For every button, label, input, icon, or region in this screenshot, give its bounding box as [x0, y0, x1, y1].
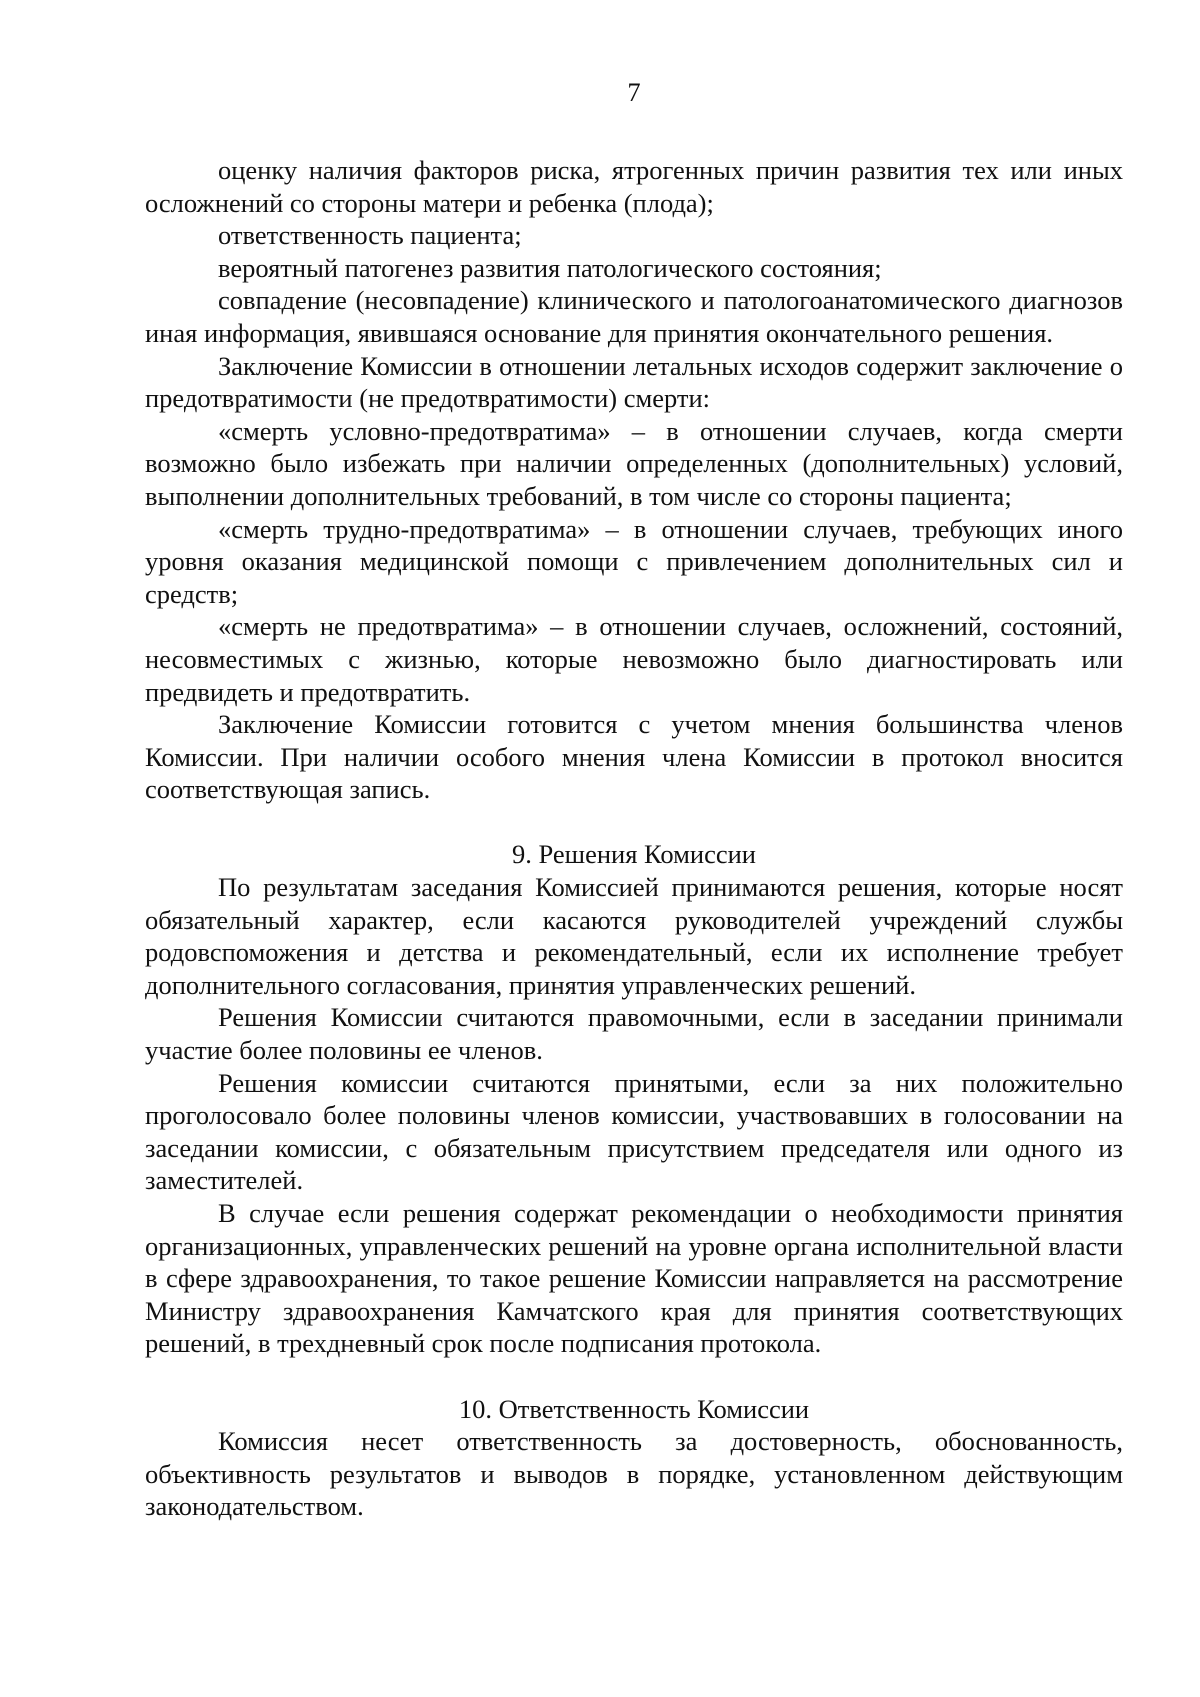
paragraph: совпадение (несовпадение) клинического и патологоанатомического диагнозов иная информация, явившаяся основание для принятия окончательного решения.	[145, 285, 1123, 348]
paragraph: «смерть не предотвратима» – в отношении случаев, осложнений, состояний, несовместимых с жизнью, которые невозможно было диагностировать или предвидеть и предотвратить.	[145, 611, 1123, 707]
section-10	[145, 1393, 1123, 1523]
paragraph: Решения Комиссии считаются правомочными, если в заседании принимали участие более половины ее членов.	[145, 1002, 1123, 1066]
document-page	[145, 72, 1123, 1523]
section-9	[145, 838, 1123, 1360]
paragraph: В случае если решения содержат рекомендации о необходимости принятия организационных, управленческих решений на уровне органа исполнительной власти в сфере здравоохранения, то такое решение Комиссии направляется на рассмотрение Министру здравоохранения Камчатского края для принятия соответствующих решений, в трехдневный срок после подписания протокола.	[145, 1198, 1123, 1359]
paragraph: Заключение Комиссии в отношении летальных исходов содержит заключение о предотвратимости (не предотвратимости) смерти:	[145, 350, 1123, 414]
paragraph: ответственность пациента;	[218, 220, 522, 251]
paragraph: «смерть условно-предотвратима» – в отношении случаев, когда смерти возможно было избежать при наличии определенных (дополнительных) условий, выполнении дополнительных требований, в том числе со стороны пациента;	[145, 415, 1123, 511]
section-heading: 10. Ответственность Комиссии	[458, 1393, 810, 1424]
paragraph: вероятный патогенез развития патологического состояния;	[218, 252, 882, 283]
page-number: 7	[627, 77, 641, 107]
paragraph: оценку наличия факторов риска, ятрогенных причин развития тех или иных осложнений со стороны матери и ребенка (плода);	[145, 155, 1123, 218]
paragraph: Комиссия несет ответственность за достоверность, обоснованность, объективность результатов и выводов в порядке, установленном действующим законодательством.	[145, 1426, 1123, 1522]
paragraph: Заключение Комиссии готовится с учетом мнения большинства членов Комиссии. При наличии особого мнения члена Комиссии в протокол вносится соответствующая запись.	[145, 709, 1123, 805]
section-8-continuation	[145, 154, 1123, 806]
paragraph: По результатам заседания Комиссией принимаются решения, которые носят обязательный характер, если касаются руководителей учреждений службы родовспоможения и детства и рекомендательный, если их исполнение требует дополнительного согласования, принятия управленческих решений.	[145, 872, 1123, 1000]
paragraph: Решения комиссии считаются принятыми, если за них положительно проголосовало более половины членов комиссии, участвовавших в голосовании на заседании комиссии, с обязательным присутствием председателя или одного из заместителей.	[145, 1067, 1123, 1196]
paragraph: «смерть трудно-предотвратима» – в отношении случаев, требующих иного уровня оказания медицинской помощи с привлечением дополнительных сил и средств;	[145, 513, 1123, 609]
section-heading: 9. Решения Комиссии	[512, 839, 756, 870]
